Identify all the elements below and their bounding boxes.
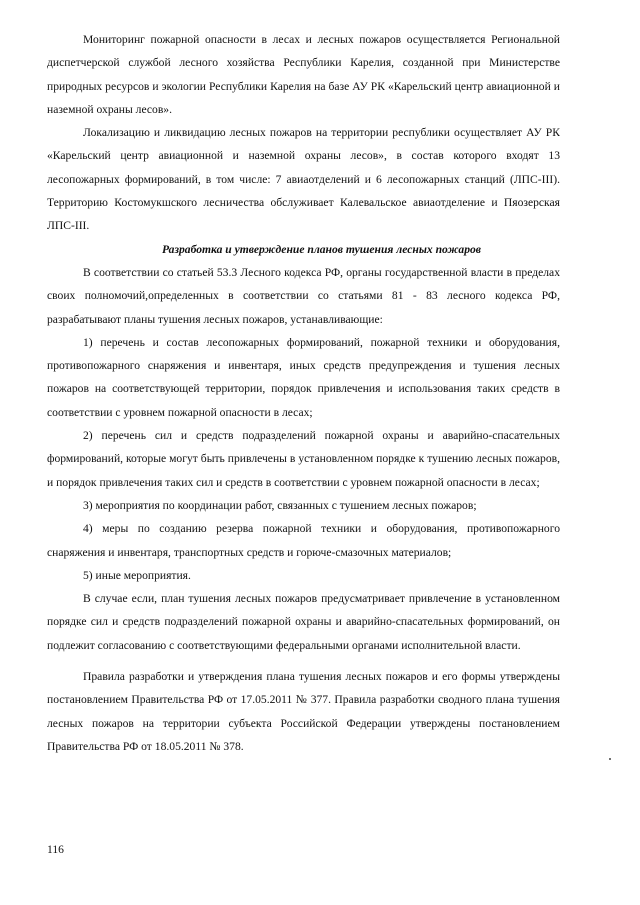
paragraph-article-53: В соответствии со статьей 53.3 Лесного кодекса РФ, органы государственной власти в пределах своих полномочий,определенных в соответствии со статьями 81 - 83 лесного кодекса РФ, разрабатывают планы тушения лесных пожаров, устанавливающие:: [47, 265, 560, 326]
list-item-4: 4) меры по созданию резерва пожарной техники и оборудования, противопожарного снаряжения и инвентаря, транспортных средств и горюче-смазочных материалов;: [47, 522, 560, 559]
list-item-5: 5) иные мероприятия.: [83, 568, 191, 582]
paragraph-coordination: В случае если, план тушения лесных пожаров предусматривает привлечение в установленном порядке сил и средств подразделений пожарной охраны и аварийно-спасательных формирований, он подлежит согласованию с соответствующими федеральными органами исполнительной власти.: [47, 592, 560, 652]
list-item-1: 1) перечень и состав лесопожарных формирований, пожарной техники и оборудования, противопожарного снаряжения и инвентаря, иных средств предупреждения и тушения лесных пожаров на соответствующей территории, порядок привлечения и использования таких средств в соответствии с уровнем пожарной опасности в лесах;: [47, 335, 560, 419]
scan-speck: [609, 758, 611, 760]
page-number: 116: [47, 843, 64, 856]
paragraph-monitoring: Мониторинг пожарной опасности в лесах и лесных пожаров осуществляется Региональной диспетчерской службой лесного хозяйства Республики Карелия, созданной при Министерстве природных ресурсов и экологии Республики Карелия на базе АУ РК «Карельский центр авиационной и наземной охраны лесов».: [47, 33, 560, 116]
paragraph-localization: Локализацию и ликвидацию лесных пожаров на территории республики осуществляет АУ РК «Карельский центр авиационной и наземной охраны лесов», в состав которого входят 13 лесопожарных формирований, в том числе: 7 авиаотделений и 6 лесопожарных станций (ЛПС-III). Территорию Костомукшского лесничества обслуживает Калевальское авиаотделение и Пяозерская ЛПС-III.: [47, 126, 560, 233]
section-heading: Разработка и утверждение планов тушения лесных пожаров: [162, 242, 481, 256]
list-item-3: 3) мероприятия по координации работ, связанных с тушением лесных пожаров;: [83, 498, 477, 512]
document-page: [47, 28, 560, 758]
paragraph-rules: Правила разработки и утверждения плана тушения лесных пожаров и его формы утверждены постановлением Правительства РФ от 17.05.2011 № 377. Правила разработки сводного плана тушения лесных пожаров на территории субъекта Российской Федерации утверждены постановлением Правительства РФ от 18.05.2011 № 378.: [47, 670, 560, 753]
list-item-2: 2) перечень сил и средств подразделений пожарной охраны и аварийно-спасательных формирований, которые могут быть привлечены в установленном порядке к тушению лесных пожаров, и порядок привлечения таких сил и средств в соответствии с уровнем пожарной опасности в лесах;: [47, 429, 560, 489]
